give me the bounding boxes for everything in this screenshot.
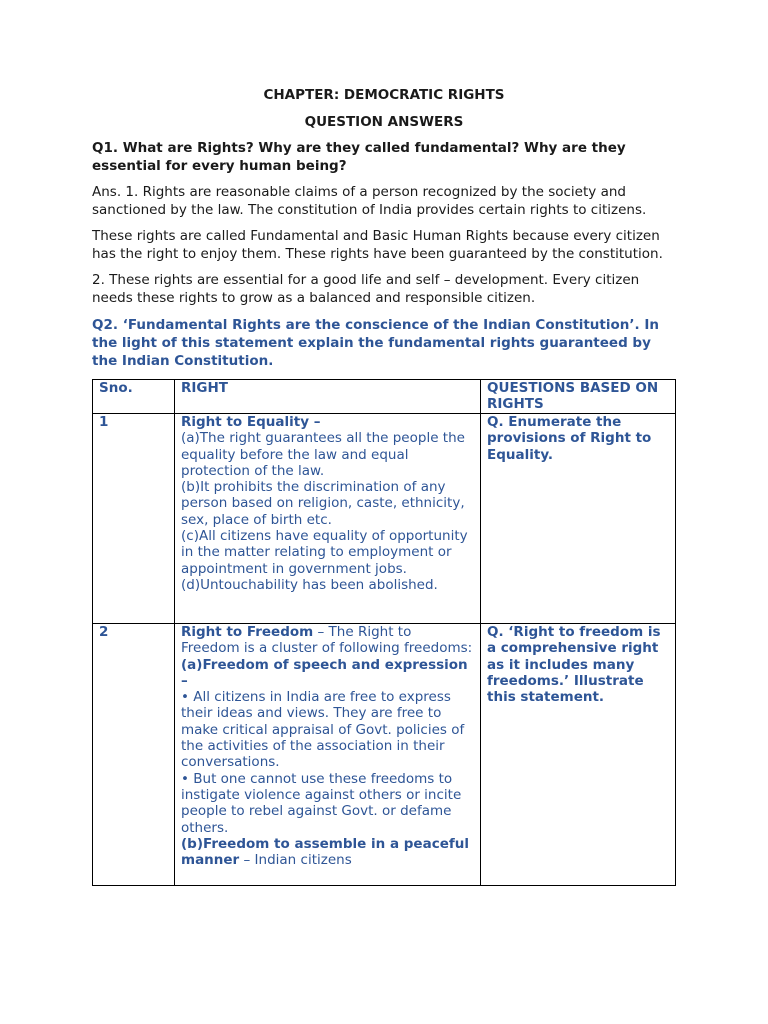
sub-heading-b-rest: – Indian citizens xyxy=(239,852,352,869)
row-sno: 2 xyxy=(93,624,175,886)
right-point: (d)Untouchability has been abolished. xyxy=(181,576,438,593)
right-point: (a)The right guarantees all the people the equality before the law and equal protection of the law. xyxy=(181,430,465,479)
row-question: Q. Enumerate the provisions of Right to Equality. xyxy=(481,414,676,624)
question-1: Q1. What are Rights? Why are they called fundamental? Why are they essential for every human being? xyxy=(92,140,626,174)
table-row xyxy=(93,414,676,624)
right-title: Right to Freedom xyxy=(181,624,314,640)
answer-1-paragraph-2: These rights are called Fundamental and Basic Human Rights because every citizen has the right to enjoy them. These rights have been guaranteed by the constitution. xyxy=(92,228,663,262)
row-right-cell xyxy=(175,624,481,886)
answer-1-part-2: 2. These rights are essential for a good life and self – development. Every citizen needs these rights to grow as a balanced and responsible citizen. xyxy=(92,272,640,306)
right-point: (b)It prohibits the discrimination of any person based on religion, caste, ethnicity, sex, place of birth etc. xyxy=(181,479,465,528)
chapter-title: CHAPTER: DEMOCRATIC RIGHTS xyxy=(263,87,505,103)
header-sno: Sno. xyxy=(93,380,175,414)
sub-heading-a: (a)Freedom of speech and expression – xyxy=(181,656,468,689)
document-subtitle: QUESTION ANSWERS xyxy=(304,114,464,130)
question-2: Q2. ‘Fundamental Rights are the conscience of the Indian Constitution’. In the light of this statement explain the fundamental rights guaranteed by the Indian Constitution. xyxy=(92,317,659,369)
right-intro xyxy=(181,624,474,657)
header-questions: QUESTIONS BASED ON RIGHTS xyxy=(481,380,676,414)
right-point: (c)All citizens have equality of opportunity in the matter relating to employment or appointment in government jobs. xyxy=(181,528,468,577)
sub-heading-b: (b)Freedom to assemble in a peaceful manner xyxy=(181,835,469,869)
row-sno: 1 xyxy=(93,414,175,624)
table-row xyxy=(93,624,676,886)
row-question: Q. ‘Right to freedom is a comprehensive right as it includes many freedoms.’ Illustrate this statement. xyxy=(481,624,676,886)
sub-heading-b-line xyxy=(181,836,474,869)
answer-1-part-1: Ans. 1. Rights are reasonable claims of a person recognized by the society and sanctioned by the law. The constitution of India provides certain rights to citizens. xyxy=(92,184,647,218)
document-page xyxy=(92,86,676,886)
rights-table xyxy=(92,379,676,886)
right-title: Right to Equality – xyxy=(181,414,321,430)
bullet-point: • But one cannot use these freedoms to instigate violence against others or incite people to rebel against Govt. or defame others. xyxy=(181,770,462,836)
right-title-rest: – The Right to Freedom is a cluster of following freedoms: xyxy=(181,624,473,657)
header-right: RIGHT xyxy=(175,380,481,414)
bullet-point: • All citizens in India are free to express their ideas and views. They are free to make critical appraisal of Govt. policies of the activities of the association in their conversations. xyxy=(181,689,465,771)
table-header-row xyxy=(93,380,676,414)
row-right-cell xyxy=(175,414,481,624)
